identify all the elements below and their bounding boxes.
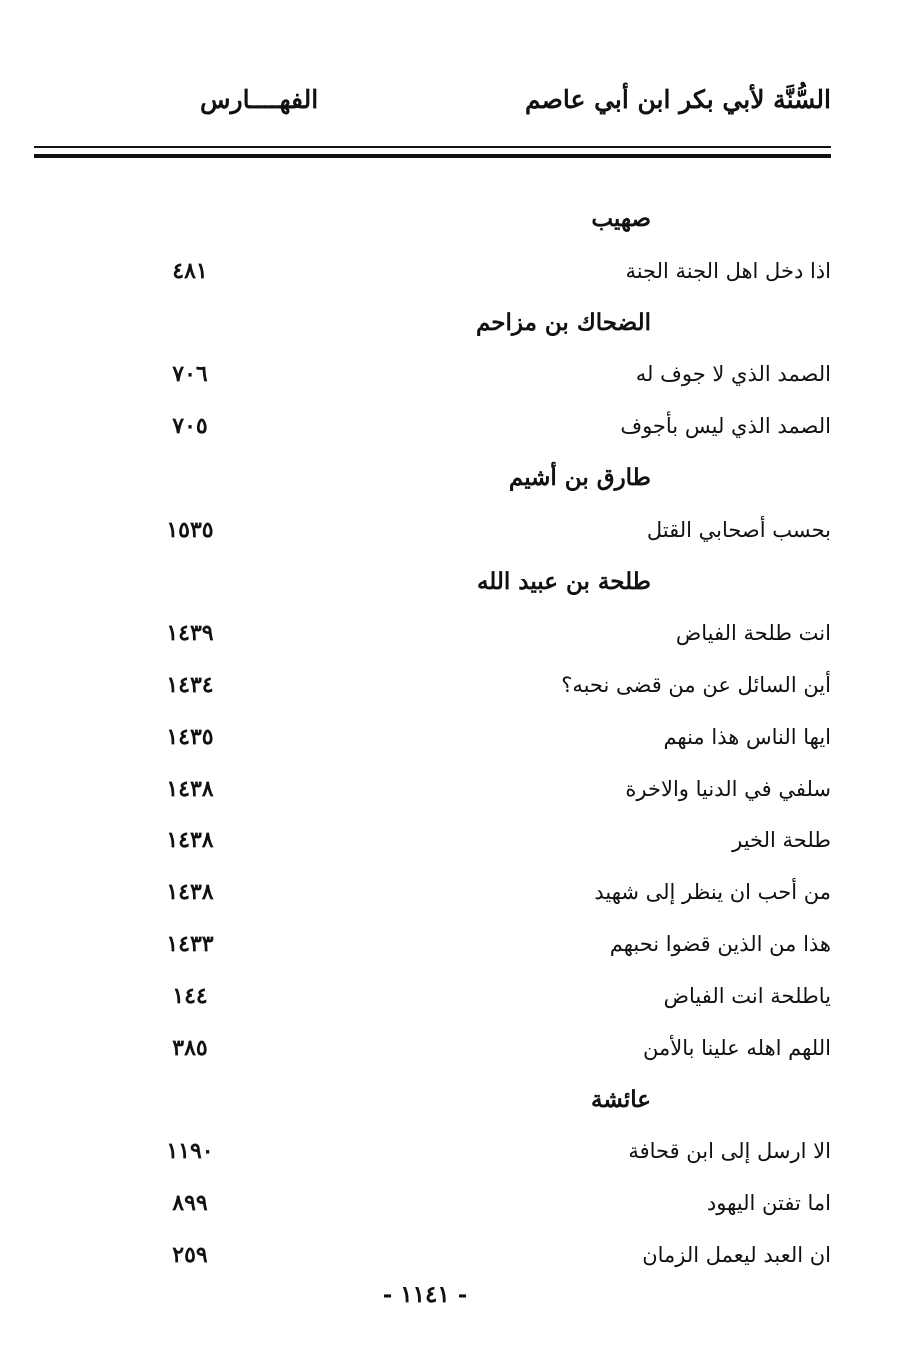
entry-page-number: ٣٨٥ (172, 1034, 208, 1061)
entry-text: سلفي في الدنيا والاخرة (625, 776, 831, 801)
index-entry (150, 1022, 831, 1074)
index-entry (150, 607, 831, 659)
entry-page-number: ١٤٣٨ (166, 879, 214, 906)
entry-text: الا ارسل إلى ابن قحافة (628, 1139, 831, 1164)
header-rule-thin (34, 146, 831, 148)
index-entry (150, 866, 831, 918)
entry-text: طلحة الخير (732, 828, 831, 853)
group-heading: الضحاك بن مزاحم (475, 308, 651, 336)
page-number: - ١١٤١ - (382, 1281, 468, 1308)
index-entry (150, 763, 831, 815)
index-entry (150, 659, 831, 711)
entry-text: من أحب ان ينظر إلى شهيد (594, 880, 831, 905)
group-heading: طارق بن أشيم (508, 463, 651, 491)
running-header (200, 76, 831, 122)
entry-text: أين السائل عن من قضى نحبه؟ (561, 673, 831, 698)
group-heading: طلحة بن عبيد الله (476, 567, 651, 595)
header-rule-thick (34, 154, 831, 158)
entry-page-number: ١٤٤ (172, 982, 208, 1009)
entry-text: ياطلحة انت الفياض (663, 983, 831, 1008)
entry-page-number: ١٤٣٤ (166, 672, 214, 699)
index-entry (150, 348, 831, 400)
entry-text: بحسب أصحابي القتل (646, 517, 831, 542)
entry-page-number: ٧٠٥ (172, 413, 208, 440)
section-title: الفهــــارس (200, 84, 319, 114)
group-heading: صهيب (591, 205, 651, 232)
index-entry (150, 918, 831, 970)
index-entry (150, 504, 831, 556)
group-heading: عائشة (591, 1085, 651, 1113)
entry-text: الصمد الذي لا جوف له (635, 362, 831, 387)
entry-text: اذا دخل اهل الجنة الجنة (625, 258, 831, 283)
entry-text: الصمد الذي ليس بأجوف (620, 414, 831, 439)
entry-page-number: ١٤٣٩ (166, 620, 214, 647)
entry-text: انت طلحة الفياض (675, 621, 831, 646)
entry-page-number: ١٤٣٨ (166, 775, 214, 802)
entry-text: اللهم اهله علينا بالأمن (643, 1035, 831, 1060)
entry-page-number: ١٥٣٥ (166, 516, 214, 543)
index-entry (150, 400, 831, 452)
entry-page-number: ٨٩٩ (172, 1190, 208, 1217)
entry-page-number: ٤٨١ (172, 257, 208, 284)
index-entry (150, 815, 831, 867)
entry-page-number: ١٤٣٨ (166, 827, 214, 854)
entry-text: ايها الناس هذا منهم (663, 724, 831, 749)
index-entry (150, 1177, 831, 1229)
index-list (150, 193, 831, 1281)
book-title: السُّنَّة لأبي بكر ابن أبي عاصم (524, 84, 831, 114)
entry-page-number: ٧٠٦ (172, 361, 208, 388)
index-entry (150, 1229, 831, 1281)
entry-page-number: ٢٥٩ (172, 1241, 208, 1268)
index-entry (150, 711, 831, 763)
entry-text: هذا من الذين قضوا نحبهم (609, 932, 831, 957)
entry-page-number: ١٤٣٥ (166, 723, 214, 750)
entry-text: اما تفتن اليهود (706, 1191, 831, 1216)
index-entry (150, 970, 831, 1022)
entry-page-number: ١١٩٠ (166, 1138, 214, 1165)
entry-text: ان العبد ليعمل الزمان (642, 1242, 831, 1267)
index-entry (150, 245, 831, 297)
entry-page-number: ١٤٣٣ (166, 931, 214, 958)
index-entry (150, 1125, 831, 1177)
